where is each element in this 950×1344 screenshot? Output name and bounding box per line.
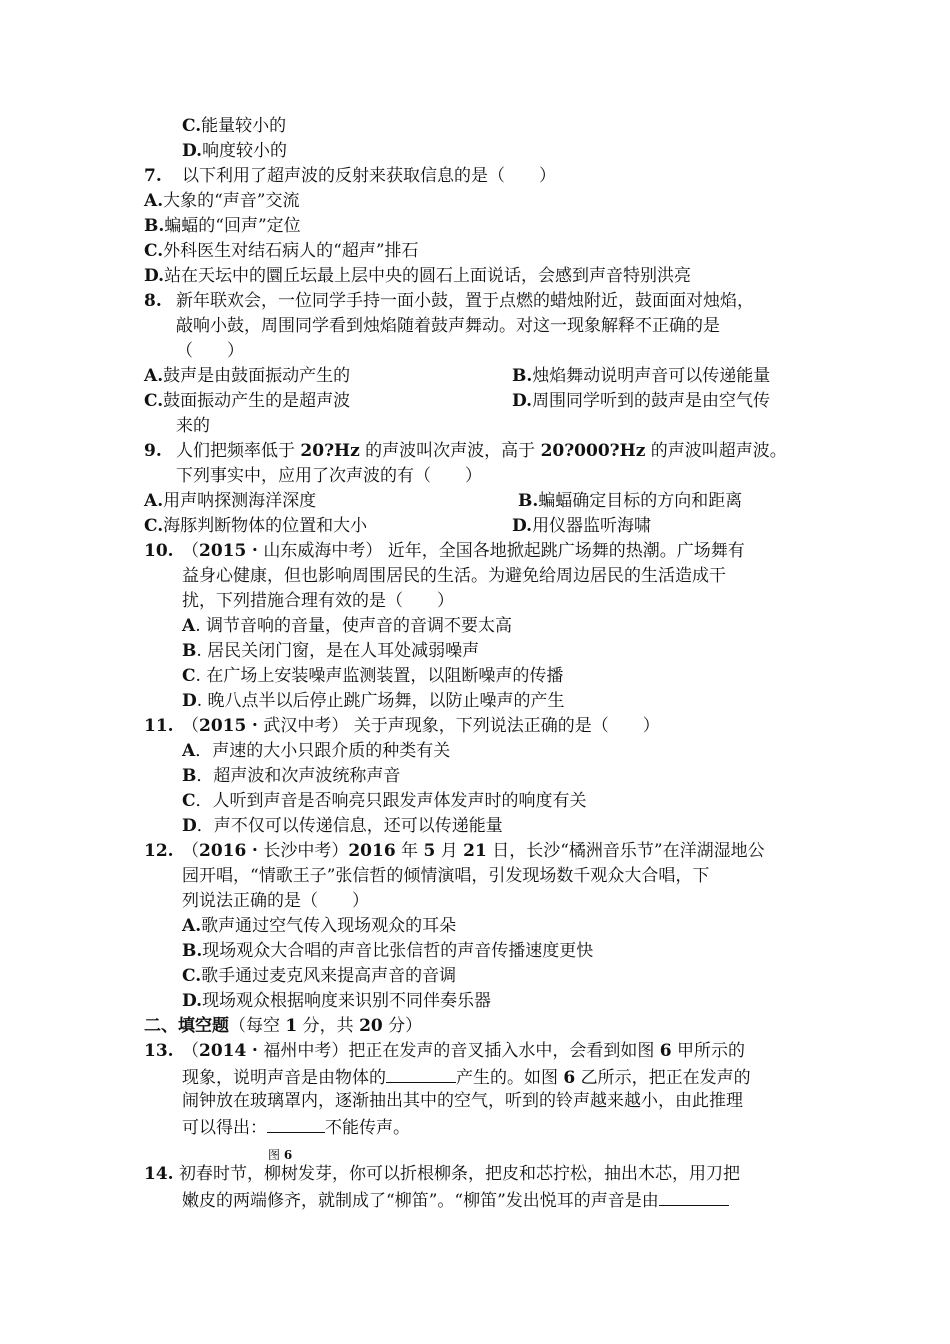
option-label: A: [182, 616, 196, 636]
question-text: ・福州中考）把正在发声的音叉插入水中，会看到如图: [246, 1041, 660, 1061]
q12-stem-line3: 列说法正确的是（ ）: [182, 891, 369, 911]
option-label: D: [182, 816, 197, 836]
option-text: 大象的“声音”交流: [163, 191, 300, 211]
date-year: 2016: [348, 841, 396, 861]
text-run: 月: [435, 841, 464, 861]
q8-option-b: [512, 364, 770, 388]
option-text: 歌手通过麦克风来提高声音的音调: [201, 966, 457, 986]
q10-option-d: [182, 689, 565, 713]
option-text: ．人听到声音是否响亮只跟发声体发声时的响度有关: [195, 791, 587, 811]
option-text: 用声呐探测海洋深度: [163, 491, 317, 511]
option-label: D.: [182, 991, 203, 1011]
q8-stem-line2: 敲响小鼓，周围同学看到烛焰随着鼓声舞动。对这一现象解释不正确的是: [176, 316, 720, 336]
text-run: 甲所示的: [671, 1041, 745, 1061]
option-label: A.: [144, 491, 164, 511]
q10-option-b: [182, 639, 479, 663]
q13-line3: 闹钟放在玻璃罩内，逐渐抽出其中的空气，听到的铃声越来越小，由此推理: [182, 1091, 743, 1111]
option-text: . 调节音响的音量，使声音的音调不要太高: [195, 616, 513, 636]
q8-stem-line3: （ ）: [176, 341, 244, 361]
answer-blank[interactable]: [267, 1114, 325, 1133]
section-heading: [144, 1014, 422, 1038]
q12-option-b: [182, 939, 593, 963]
question-text: 以下利用了超声波的反射来获取信息的是（ ）: [182, 166, 556, 186]
option-label: C.: [144, 241, 164, 261]
question-number: 10.: [144, 541, 174, 561]
total-points: 20: [359, 1016, 383, 1036]
text-run: 分，共: [297, 1016, 360, 1036]
option-label: B.: [182, 941, 203, 961]
option-label: B.: [512, 366, 533, 386]
question-number: 11.: [144, 716, 174, 736]
q11-option-b: [182, 764, 400, 788]
question-number: 12.: [144, 841, 174, 861]
option-label: D: [182, 691, 197, 711]
option-text: 外科医生对结石病人的“超声”排石: [163, 241, 419, 261]
text-run: 现象，说明声音是由物体的: [182, 1068, 386, 1088]
option-text: 周围同学听到的鼓声是由空气传: [532, 391, 771, 411]
q10-option-c: [182, 664, 563, 688]
points-per-blank: 1: [285, 1016, 298, 1036]
section-title: 二、填空题: [144, 1016, 229, 1036]
option-text: . 在广场上安装噪声监测装置，以阻断噪声的传播: [195, 666, 564, 686]
q14-line2: [182, 1187, 729, 1213]
option-text: 响度较小的: [202, 141, 288, 161]
q9-option-a: [144, 489, 316, 513]
option-text: ．超声波和次声波统称声音: [196, 766, 401, 786]
option-label: C: [182, 791, 196, 811]
q8-option-d-cont: 来的: [176, 416, 210, 436]
option-text: 鼓面振动产生的是超声波: [163, 391, 351, 411]
q13-line4: [182, 1114, 410, 1140]
q13-line2: [182, 1064, 751, 1090]
q14-line1: [144, 1162, 740, 1186]
q10-stem-line3: 扰，下列措施合理有效的是（ ）: [182, 591, 454, 611]
option-label: A: [182, 741, 196, 761]
q9-option-b: [518, 489, 742, 513]
q9-option-d: [512, 514, 651, 538]
source-bracket: （: [182, 716, 199, 736]
option-label: C.: [144, 391, 164, 411]
option-label: B: [182, 766, 197, 786]
option-label: A.: [144, 191, 164, 211]
source-bracket: （: [182, 1041, 199, 1061]
q7-option-b: [144, 214, 301, 238]
q8-option-c: [144, 389, 350, 413]
source-year: 2015: [199, 541, 247, 561]
option-text: 现场观众大合唱的声音比张信哲的声音传播速度更快: [202, 941, 594, 961]
option-text: . 居民关闭门窗，是在人耳处减弱噪声: [196, 641, 480, 661]
option-text: 蝙蝠的“回声”定位: [164, 216, 301, 236]
text-run: 的声波叫超声波。: [645, 441, 787, 461]
source-text: ・山东威海中考）: [246, 541, 383, 561]
option-label: C.: [182, 966, 202, 986]
q12-option-d: [182, 989, 491, 1013]
question-text: 近年，全国各地掀起跳广场舞的热潮。广场舞有: [382, 541, 745, 561]
text-run: 乙所示，把正在发声的: [575, 1068, 751, 1088]
option-text: . 晚八点半以后停止跳广场舞，以防止噪声的产生: [196, 691, 565, 711]
text-run: 嫩皮的两端修齐，就制成了“柳笛”。“柳笛”发出悦耳的声音是由: [182, 1191, 659, 1211]
option-label: D.: [144, 266, 165, 286]
option-text: 烛焰舞动说明声音可以传递能量: [532, 366, 771, 386]
option-label: B.: [144, 216, 165, 236]
q7-option-c: [144, 239, 419, 263]
figure-ref: 6: [659, 1041, 672, 1061]
q6-option-c: [182, 114, 286, 138]
text-run: 可以得出：: [182, 1118, 267, 1138]
q8-option-d: [512, 389, 770, 413]
option-label: C: [182, 666, 196, 686]
text-run: 产生的。如图: [456, 1068, 564, 1088]
option-label: C.: [182, 116, 202, 136]
q6-option-d: [182, 139, 287, 163]
q7-option-a: [144, 189, 300, 213]
q11-stem: [144, 714, 660, 738]
question-number: 13.: [144, 1041, 174, 1061]
q12-option-a: [182, 914, 456, 938]
option-label: D.: [512, 391, 533, 411]
q11-option-c: [182, 789, 587, 813]
question-text: 初春时节，柳树发芽，你可以折根柳条，把皮和芯拧松，抽出木芯，用刀把: [173, 1164, 740, 1184]
option-label: B.: [518, 491, 539, 511]
option-text: ．声速的大小只跟介质的种类有关: [195, 741, 451, 761]
q7-stem: [144, 164, 556, 188]
q9-stem-line2: 下列事实中，应用了次声波的有（ ）: [176, 466, 482, 486]
option-label: A.: [144, 366, 164, 386]
source-bracket: （: [182, 841, 199, 861]
option-label: D.: [182, 141, 203, 161]
source-text: ・长沙中考）: [246, 841, 349, 861]
caption-number: 6: [283, 1148, 293, 1162]
q12-stem-line2: 园开唱，“情歌王子”张信哲的倾情演唱，引发现场数千观众大合唱，下: [182, 866, 710, 886]
question-number: 9.: [144, 441, 162, 461]
text-run: 不能传声。: [325, 1118, 410, 1138]
question-text: 关于声现象，下列说法正确的是（ ）: [348, 716, 660, 736]
option-text: 鼓声是由鼓面振动产生的: [163, 366, 351, 386]
q13-line1: [144, 1039, 745, 1063]
q10-stem-line2: 益身心健康，但也影响周围居民的生活。为避免给周边居民的生活造成干: [182, 566, 726, 586]
option-text: 现场观众根据响度来识别不同伴奏乐器: [202, 991, 492, 1011]
option-text: 海豚判断物体的位置和大小: [163, 516, 368, 536]
caption-text: 图: [268, 1148, 284, 1162]
q12-stem-line1: [144, 839, 765, 863]
option-text: 用仪器监听海啸: [532, 516, 652, 536]
source-year: 2016: [199, 841, 247, 861]
option-text: 歌声通过空气传入现场观众的耳朵: [201, 916, 457, 936]
source-text: ・武汉中考）: [246, 716, 349, 736]
source-year: 2014: [199, 1041, 247, 1061]
option-label: D.: [512, 516, 533, 536]
q10-option-a: [182, 614, 512, 638]
option-text: 站在天坛中的圜丘坛最上层中央的圆石上面说话，会感到声音特别洪亮: [164, 266, 692, 286]
option-label: A.: [182, 916, 202, 936]
q11-option-d: [182, 814, 503, 838]
source-year: 2015: [199, 716, 247, 736]
text-run: 的声波叫次声波，高于: [359, 441, 541, 461]
q7-option-d: [144, 264, 691, 288]
answer-blank[interactable]: [659, 1187, 729, 1206]
date-day: 21: [463, 841, 487, 861]
option-text: 蝙蝠确定目标的方向和距离: [538, 491, 743, 511]
q9-option-c: [144, 514, 367, 538]
q11-option-a: [182, 739, 450, 763]
option-text: 能量较小的: [201, 116, 287, 136]
option-label: B: [182, 641, 197, 661]
frequency-value: 20?000?Hz: [540, 441, 646, 461]
q9-stem-line1: [144, 439, 787, 463]
date-month: 5: [423, 841, 436, 861]
option-text: ．声不仅可以传递信息，还可以传递能量: [196, 816, 503, 836]
text-run: 分）: [382, 1016, 423, 1036]
figure-ref: 6: [563, 1068, 576, 1088]
q12-option-c: [182, 964, 456, 988]
question-number: 14.: [144, 1164, 174, 1184]
frequency-value: 20?Hz: [300, 441, 360, 461]
answer-blank[interactable]: [386, 1064, 456, 1083]
source-bracket: （: [182, 541, 199, 561]
text-run: 日，长沙“橘洲音乐节”在洋湖湿地公: [486, 841, 765, 861]
question-text: 新年联欢会，一位同学手持一面小鼓，置于点燃的蜡烛附近，鼓面面对烛焰，: [176, 291, 754, 311]
question-number: 8.: [144, 291, 162, 311]
q8-stem-line1: [144, 289, 754, 313]
question-number: 7.: [144, 166, 162, 186]
q8-option-a: [144, 364, 350, 388]
text-run: 年: [395, 841, 424, 861]
option-label: C.: [144, 516, 164, 536]
text-run: 人们把频率低于: [176, 441, 301, 461]
q10-stem-line1: [144, 539, 745, 563]
text-run: （每空: [229, 1016, 286, 1036]
